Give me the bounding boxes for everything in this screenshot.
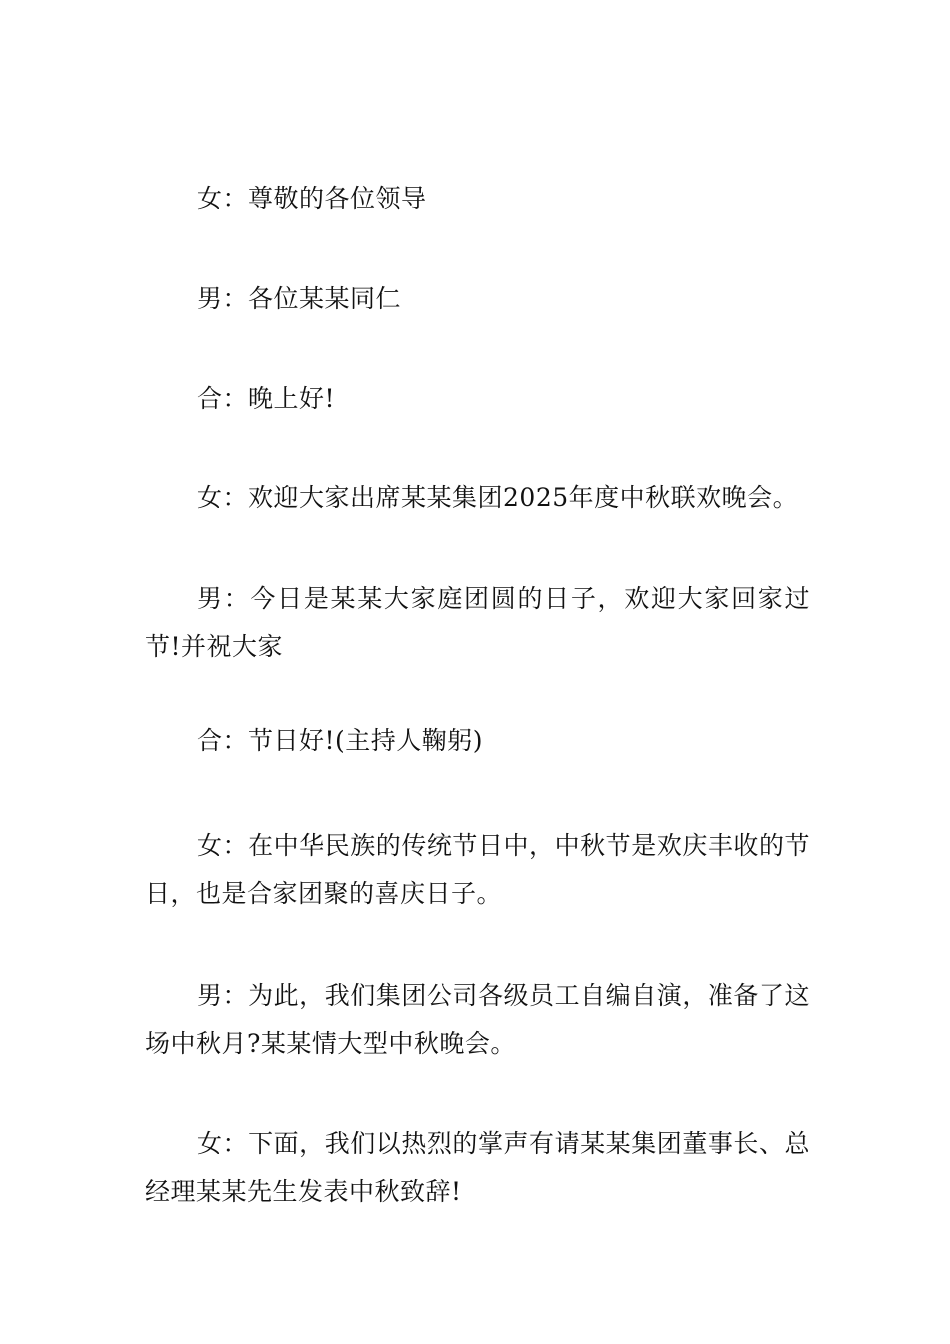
script-line: 男：各位某某同仁: [197, 284, 402, 313]
script-line: 男：今日是某某大家庭团圆的日子，欢迎大家回家过节!并祝大家: [145, 584, 810, 661]
script-line: 合：节日好!(主持人鞠躬): [197, 726, 484, 755]
script-line: 女：欢迎大家出席某某集团2025年度中秋联欢晚会。: [197, 483, 799, 512]
script-line: 女：尊敬的各位领导: [197, 184, 427, 213]
script-line: 男：为此，我们集团公司各级员工自编自演，准备了这场中秋月?某某情大型中秋晚会。: [145, 981, 810, 1058]
script-line: 女：下面，我们以热烈的掌声有请某某集团董事长、总经理某某先生发表中秋致辞!: [145, 1129, 810, 1206]
script-line: 女：在中华民族的传统节日中，中秋节是欢庆丰收的节日，也是合家团聚的喜庆日子。: [145, 831, 810, 908]
script-line: 合：晚上好!: [197, 384, 336, 413]
